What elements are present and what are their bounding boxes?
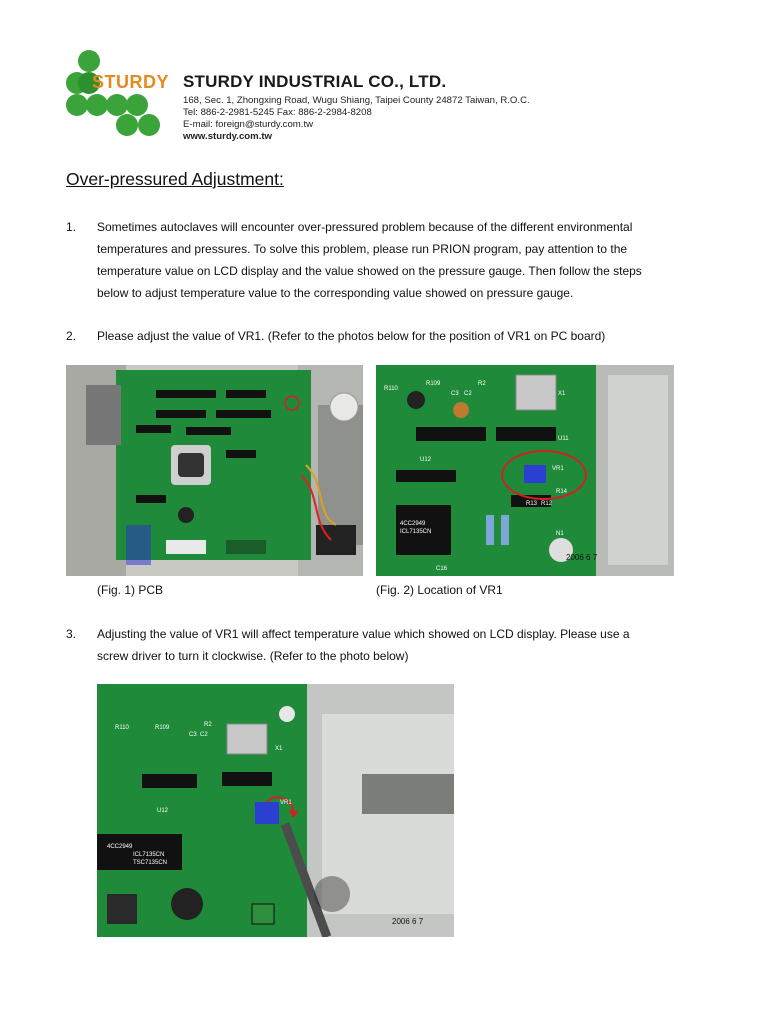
step-3-text bbox=[97, 623, 697, 667]
fig2-label: VR1 bbox=[552, 466, 564, 472]
fig3-label: X1 bbox=[275, 746, 283, 752]
fig3-label: R110 bbox=[115, 725, 129, 731]
fig2-label: R2 bbox=[478, 381, 486, 387]
fig3-label: VR1 bbox=[280, 800, 292, 806]
fig3-label: C2 bbox=[200, 732, 208, 738]
company-name: STURDY INDUSTRIAL CO., LTD. bbox=[183, 72, 447, 91]
fig3-label: ICL7135CN bbox=[133, 852, 165, 858]
logo-wordmark: STURDY bbox=[92, 72, 170, 92]
fig2-label: U12 bbox=[420, 457, 432, 463]
company-email: E-mail: foreign@sturdy.com.tw bbox=[183, 119, 314, 130]
fig2-label: C2 bbox=[464, 391, 472, 397]
company-address: 168, Sec. 1, Zhongxing Road, Wugu Shiang, Taipei County 24872 Taiwan, R.O.C. bbox=[183, 95, 530, 106]
fig2-label: ICL7135CN bbox=[400, 529, 432, 535]
fig2-label: R109 bbox=[426, 381, 441, 387]
step-1-number: 1. bbox=[66, 220, 77, 234]
fig1-caption: (Fig. 1) PCB bbox=[97, 583, 164, 597]
fig2-caption: (Fig. 2) Location of VR1 bbox=[376, 583, 503, 597]
step-1-line: below to adjust temperature value to the corresponding value showed on pressure gauge. bbox=[97, 286, 574, 300]
fig2-label: N1 bbox=[556, 531, 564, 537]
photo-date-fig3: 2006 6 7 bbox=[392, 917, 424, 926]
company-phone: Tel: 886-2-2981-5245 Fax: 886-2-2984-8208 bbox=[183, 107, 372, 118]
fig3-label: TSC7135CN bbox=[133, 860, 168, 866]
step-2-text bbox=[97, 325, 697, 347]
company-logo bbox=[62, 50, 182, 140]
step-1-line: temperatures and pressures. To solve this problem, please run PRION program, pay attention to the bbox=[97, 242, 628, 256]
step-2-line: Please adjust the value of VR1. (Refer to the photos below for the position of VR1 on PC board) bbox=[97, 329, 606, 343]
fig2-label: U11 bbox=[558, 436, 569, 442]
pcb-overview-photo bbox=[66, 365, 363, 576]
vr1-location-photo bbox=[376, 365, 674, 576]
fig3-label: U12 bbox=[157, 808, 169, 814]
fig2-label: R12 bbox=[541, 501, 553, 507]
fig2-label: C16 bbox=[436, 566, 448, 572]
fig2-label: R13 bbox=[526, 501, 538, 507]
fig2-label: X1 bbox=[558, 391, 566, 397]
fig3-label: C3 bbox=[189, 732, 197, 738]
page-title: Over-pressured Adjustment: bbox=[66, 169, 284, 189]
step-3-line: Adjusting the value of VR1 will affect temperature value which showed on LCD display. Please use a bbox=[97, 627, 630, 641]
fig3-label: R2 bbox=[204, 722, 212, 728]
step-1-line: temperature value on LCD display and the value showed on the pressure gauge. Then follow the steps bbox=[97, 264, 642, 278]
photo-date-fig2: 2006 6 7 bbox=[566, 553, 598, 562]
step-2-number: 2. bbox=[66, 329, 77, 343]
step-3-line: screw driver to turn it clockwise. (Refer to the photo below) bbox=[97, 649, 409, 663]
fig2-label: R110 bbox=[384, 386, 398, 392]
step-1-line: Sometimes autoclaves will encounter over-pressured problem because of the different environmental bbox=[97, 220, 633, 234]
fig2-label: R14 bbox=[556, 489, 568, 495]
fig2-label: C3 bbox=[451, 391, 459, 397]
fig3-label: R109 bbox=[155, 725, 170, 731]
company-website: www.sturdy.com.tw bbox=[183, 131, 273, 142]
fig2-label: 4CC2949 bbox=[400, 521, 426, 527]
step-3-number: 3. bbox=[66, 627, 77, 641]
vr1-adjust-photo bbox=[97, 684, 454, 937]
step-1-text bbox=[97, 216, 697, 304]
fig3-label: 4CC2949 bbox=[107, 844, 133, 850]
